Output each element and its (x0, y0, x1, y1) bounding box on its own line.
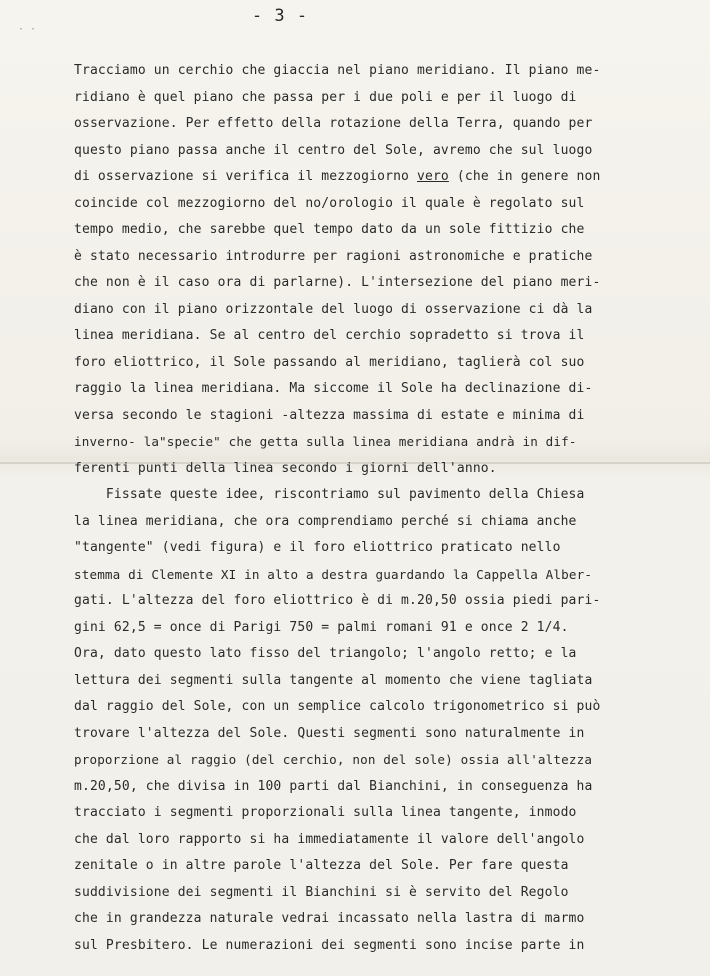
text-line: ridiano è quel piano che passa per i due poli e per il luogo di (74, 89, 577, 105)
text-line: questo piano passa anche il centro del Sole, avremo che sul luogo (74, 142, 593, 158)
text-line: gini 62,5 = once di Parigi 750 = palmi romani 91 e once 2 1/4. (74, 619, 569, 635)
text-line: "tangente" (vedi figura) e il foro eliottrico praticato nello (74, 540, 561, 555)
text-line: gati. L'altezza del foro eliottrico è di m.20,50 ossia piedi pari- (74, 593, 601, 608)
text-line: stemma di Clemente XI in alto a destra guardando la Cappella Alber- (74, 566, 593, 582)
text-line: lettura dei segmenti sulla tangente al momento che viene tagliata (74, 672, 593, 688)
text-line: che in grandezza naturale vedrai incassato nella lastra di marmo (74, 911, 585, 926)
text-line: versa secondo le stagioni -altezza massima di estate e minima di (74, 407, 585, 423)
page-number: - 3 - (251, 6, 309, 26)
text-line: Ora, dato questo lato fisso del triangolo; l'angolo retto; e la (74, 646, 577, 661)
text-line (74, 164, 674, 191)
text-line: dal raggio del Sole, con un semplice calcolo trigonometrico si può (74, 699, 601, 714)
corner-pencil-mark: · · (18, 24, 37, 35)
text-line: zenitale o in altre parole l'altezza del Sole. Per fare questa (74, 858, 569, 873)
text-line: tempo medio, che sarebbe quel tempo dato da un sole fittizio che (74, 222, 585, 237)
text-line: diano con il piano orizzontale del luogo di osservazione ci dà la (74, 301, 593, 317)
text-line: m.20,50, che divisa in 100 parti dal Bianchini, in conseguenza ha (74, 778, 593, 794)
text-line: Fissate queste idee, riscontriamo sul pavimento della Chiesa (74, 487, 585, 502)
text-line: osservazione. Per effetto della rotazione della Terra, quando per (74, 116, 593, 131)
text-line: che non è il caso ora di parlarne). L'intersezione del piano meri- (74, 275, 601, 290)
text-line: coincide col mezzogiorno del no/orologio il quale è regolato sul (74, 195, 585, 211)
text-line: raggio la linea meridiana. Ma siccome il Sole ha declinazione di- (74, 381, 593, 396)
body-text (74, 58, 674, 959)
text-line: Tracciamo un cerchio che giaccia nel piano meridiano. Il piano me- (74, 63, 601, 78)
text-line: linea meridiana. Se al centro del cerchio sopradetto si trova il (74, 328, 585, 343)
text-segment: (che in genere non (448, 169, 601, 184)
text-line: è stato necessario introdurre per ragioni astronomiche e pratiche (74, 248, 593, 264)
text-line: ferenti punti della linea secondo i giorni dell'anno. (74, 460, 497, 476)
text-line: la linea meridiana, che ora comprendiamo perché si chiama anche (74, 513, 577, 529)
text-line: foro eliottrico, il Sole passando al meridiano, taglierà col suo (74, 354, 585, 370)
text-line: suddivisione dei segmenti il Bianchini si è servito del Regolo (74, 884, 569, 900)
text-segment: di osservazione si verifica il mezzogiorno (74, 169, 417, 184)
text-line: trovare l'altezza del Sole. Questi segmenti sono naturalmente in (74, 725, 585, 741)
text-line: sul Presbitero. Le numerazioni dei segmenti sono incise parte in (74, 937, 585, 953)
underlined-word: vero (417, 169, 449, 184)
text-line: inverno- la"specie" che getta sulla linea meridiana andrà in dif- (74, 434, 577, 449)
text-line: proporzione al raggio (del cerchio, non del sole) ossia all'altezza (74, 752, 593, 767)
text-line: tracciato i segmenti proporzionali sulla linea tangente, inmodo (74, 805, 577, 820)
text-line: che dal loro rapporto si ha immediatamente il valore dell'angolo (74, 831, 585, 847)
